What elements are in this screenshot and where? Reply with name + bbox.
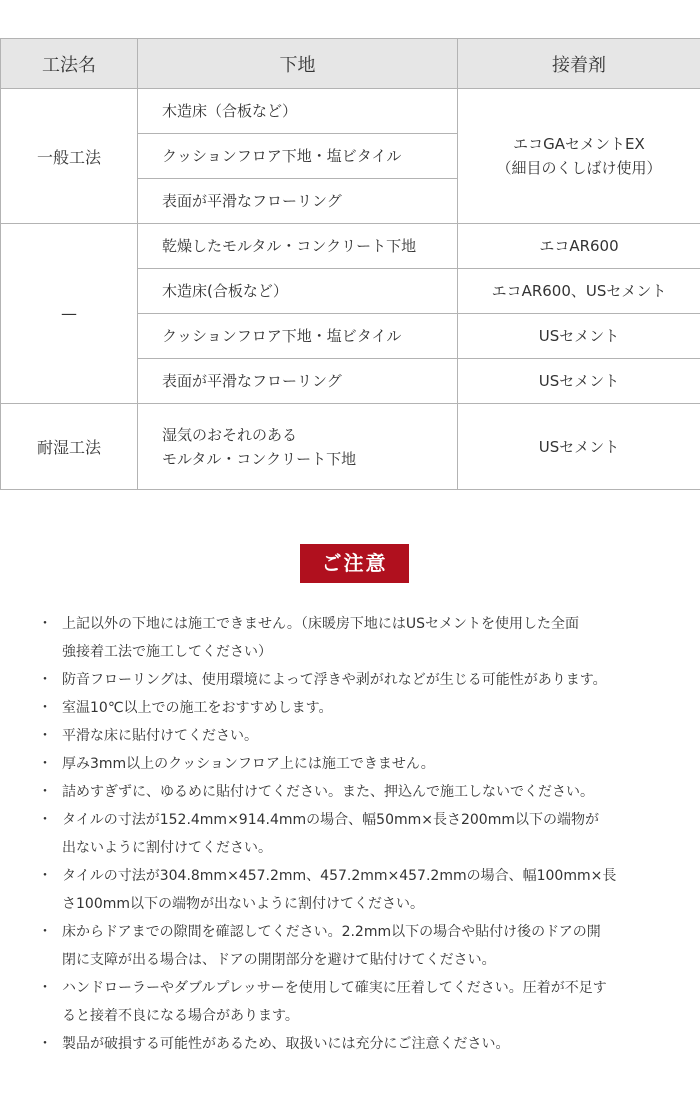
notice-item-text: 防音フローリングは、使用環境によって浮きや剥がれなどが生じる可能性があります。 xyxy=(62,672,607,688)
adhesive-cell: USセメント xyxy=(458,359,700,404)
base-line: 湿気のおそれのある xyxy=(162,425,298,444)
adhesive-cell: エコAR600、USセメント xyxy=(458,269,700,314)
adhesive-cell: USセメント xyxy=(458,314,700,359)
base-line: モルタル・コンクリート下地 xyxy=(162,449,357,468)
adhesive-cell: USセメント xyxy=(458,404,700,490)
notice-item-text: 製品が破損する可能性があるため、取扱いには充分にご注意ください。 xyxy=(62,1036,510,1052)
header-method: 工法名 xyxy=(1,39,138,89)
bullet-dot: ・ xyxy=(38,672,52,688)
notice-item xyxy=(0,862,700,918)
adhesive-cell xyxy=(458,89,700,224)
base-cell: クッションフロア下地・塩ビタイル xyxy=(138,134,458,179)
notice-item xyxy=(0,806,700,862)
notice-item-text: 平滑な床に貼付けてください。 xyxy=(62,728,258,744)
notice-item-text: ハンドローラーやダブルプレッサーを使用して確実に圧着してください。圧着が不足す xyxy=(62,980,607,996)
notice-item xyxy=(0,974,700,1030)
notice-item xyxy=(0,778,700,806)
notice-item xyxy=(0,1030,700,1058)
bullet-dot: ・ xyxy=(38,1036,52,1052)
bullet-dot: ・ xyxy=(38,924,52,940)
notice-item-text: 厚み3mm以上のクッションフロア上には施工できません。 xyxy=(62,756,435,772)
table-row xyxy=(1,224,700,269)
notice-item-text: ると接着不良になる場合があります。 xyxy=(62,1008,299,1024)
construction-method-table xyxy=(0,38,700,490)
notice-item xyxy=(0,610,700,666)
notice-item-text: 出ないように割付けてください。 xyxy=(62,840,272,856)
base-cell: 乾燥したモルタル・コンクリート下地 xyxy=(138,224,458,269)
bullet-dot: ・ xyxy=(38,728,52,744)
notice-title: ご注意 xyxy=(300,544,409,583)
notice-item xyxy=(0,750,700,778)
notice-item-text: 室温10℃以上での施工をおすすめします。 xyxy=(62,700,333,716)
bullet-dot: ・ xyxy=(38,812,52,828)
notice-item xyxy=(0,694,700,722)
base-cell xyxy=(138,404,458,490)
notice-item xyxy=(0,918,700,974)
notice-list xyxy=(0,610,700,1058)
method-general: 一般工法 xyxy=(1,89,138,224)
table-header-row xyxy=(1,39,700,89)
notice-item-text: 床からドアまでの隙間を確認してください。2.2mm以下の場合や貼付け後のドアの開 xyxy=(62,924,601,940)
base-cell: 木造床（合板など） xyxy=(138,89,458,134)
table-row xyxy=(1,404,700,490)
base-cell: 木造床(合板など） xyxy=(138,269,458,314)
method-dash: — xyxy=(1,224,138,404)
header-adhesive: 接着剤 xyxy=(458,39,700,89)
notice-item xyxy=(0,722,700,750)
notice-item-text: 閉に支障が出る場合は、ドアの開閉部分を避けて貼付けてください。 xyxy=(62,952,496,968)
adhesive-line: エコGAセメントEX xyxy=(513,135,645,153)
table-row xyxy=(1,89,700,134)
bullet-dot: ・ xyxy=(38,868,52,884)
adhesive-line: （細目のくしばけ使用） xyxy=(496,159,662,177)
notice-item xyxy=(0,666,700,694)
notice-item-text: さ100mm以下の端物が出ないように割付けてください。 xyxy=(62,896,424,912)
base-cell: クッションフロア下地・塩ビタイル xyxy=(138,314,458,359)
bullet-dot: ・ xyxy=(38,756,52,772)
bullet-dot: ・ xyxy=(38,784,52,800)
adhesive-cell: エコAR600 xyxy=(458,224,700,269)
notice-item-text: タイルの寸法が304.8mm×457.2mm、457.2mm×457.2mmの場合、幅100mm×長 xyxy=(62,868,617,884)
bullet-dot: ・ xyxy=(38,700,52,716)
base-cell: 表面が平滑なフローリング xyxy=(138,359,458,404)
method-moisture-resistant: 耐湿工法 xyxy=(1,404,138,490)
notice-item-text: タイルの寸法が152.4mm×914.4mmの場合、幅50mm×長さ200mm以下の端物が xyxy=(62,812,599,828)
notice-item-text: 詰めすぎずに、ゆるめに貼付けてください。また、押込んで施工しないでください。 xyxy=(62,784,594,800)
header-base: 下地 xyxy=(138,39,458,89)
notice-item-text: 上記以外の下地には施工できません。（床暖房下地にはUSセメントを使用した全面 xyxy=(62,616,579,632)
bullet-dot: ・ xyxy=(38,980,52,996)
base-cell: 表面が平滑なフローリング xyxy=(138,179,458,224)
bullet-dot: ・ xyxy=(38,616,52,632)
notice-item-text: 強接着工法で施工してください） xyxy=(62,644,272,660)
